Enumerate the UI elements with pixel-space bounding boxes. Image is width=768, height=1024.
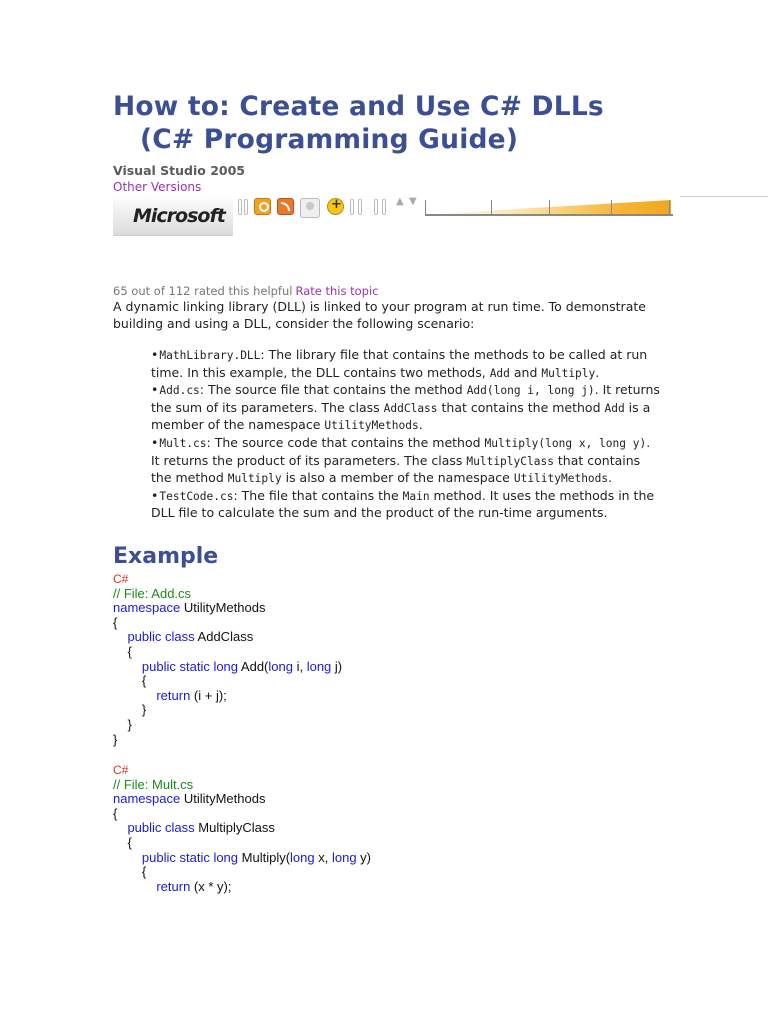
code-line xyxy=(113,689,713,704)
toolbar-separator xyxy=(382,199,386,215)
code-keyword: return xyxy=(156,687,191,703)
toolbar-separator xyxy=(374,199,378,215)
code-line xyxy=(113,616,713,631)
bullet-text: that contains the method xyxy=(151,452,641,486)
title-line-2: (C# Programming Guide) xyxy=(140,124,519,155)
code-text: Multiply( xyxy=(238,849,291,865)
code-text: { xyxy=(113,864,147,880)
code-keyword: public class xyxy=(127,820,195,836)
code-line xyxy=(113,880,713,895)
rating-tick xyxy=(669,200,670,214)
bullet-text: . It returns the sum of its parameters. The class xyxy=(151,382,660,415)
bullet-dot: • xyxy=(151,382,159,398)
code-line xyxy=(113,865,713,880)
list-item xyxy=(151,488,661,522)
code-text: AddClass xyxy=(194,629,254,645)
toolbar-separator xyxy=(244,199,248,215)
other-versions-link[interactable]: Other Versions xyxy=(113,180,202,194)
code-line xyxy=(113,630,713,645)
bullet-text: is also a member of the namespace xyxy=(281,470,514,486)
code-text: (x * y); xyxy=(190,878,232,894)
rating-tick xyxy=(611,200,612,214)
code-term: Main xyxy=(402,489,430,503)
code-text: i, xyxy=(292,658,307,674)
logo-text: Microsoft xyxy=(133,205,225,227)
arrow-down-icon[interactable]: ▼ xyxy=(409,196,417,207)
code-line xyxy=(113,733,713,748)
bullet-text: : The source file that contains the method xyxy=(199,382,467,398)
rating-text: 65 out of 112 rated this helpful xyxy=(113,284,293,298)
page-title xyxy=(113,90,673,156)
divider xyxy=(680,196,768,197)
code-text: { xyxy=(113,673,147,689)
code-text xyxy=(113,629,127,644)
bullet-text: . xyxy=(595,364,600,380)
code-text xyxy=(113,688,156,703)
code-term: Multiply xyxy=(541,366,596,380)
code-line xyxy=(113,587,713,602)
code-keyword: return xyxy=(156,878,191,894)
code-line xyxy=(113,601,713,616)
code-text: { xyxy=(113,643,132,659)
list-item xyxy=(151,435,661,488)
code-language-label: C# xyxy=(113,572,129,586)
code-term: AddClass xyxy=(383,401,438,415)
code-term: Add xyxy=(489,366,510,380)
code-text xyxy=(113,850,142,865)
list-item xyxy=(151,382,661,435)
rss-icon[interactable] xyxy=(277,198,294,215)
code-text: y) xyxy=(356,849,371,865)
code-line xyxy=(113,836,713,851)
bullet-text: . xyxy=(418,417,423,433)
rating-summary xyxy=(113,284,379,298)
bullet-text: : The file that contains the xyxy=(233,487,403,503)
code-line xyxy=(113,645,713,660)
rating-tick xyxy=(549,200,550,214)
file-name: Add.cs xyxy=(159,384,200,398)
toolbar-separator xyxy=(238,199,242,215)
code-comment: // File: Mult.cs xyxy=(113,776,194,792)
code-term: UtilityMethods xyxy=(324,419,419,433)
code-text xyxy=(113,879,156,894)
file-name: Mult.cs xyxy=(159,436,207,450)
product-version: Visual Studio 2005 xyxy=(113,163,245,178)
rating-fill xyxy=(431,200,671,214)
code-text: } xyxy=(113,702,147,718)
code-term: Add xyxy=(604,401,625,415)
bullet-dot: • xyxy=(151,434,159,450)
bullet-dot: • xyxy=(151,347,159,362)
rating-bar[interactable] xyxy=(425,196,673,216)
arrow-up-icon[interactable]: ▲ xyxy=(396,196,404,207)
code-line xyxy=(113,703,713,718)
code-block-mult xyxy=(113,763,713,894)
search-icon[interactable] xyxy=(254,198,271,215)
title-line-1: How to: Create and Use C# DLLs xyxy=(113,91,604,122)
code-text: Add( xyxy=(238,658,269,674)
code-line xyxy=(113,792,713,807)
microsoft-logo[interactable] xyxy=(113,195,233,236)
code-text: { xyxy=(113,805,118,821)
code-comment: // File: Add.cs xyxy=(113,585,192,601)
scenario-list xyxy=(151,347,661,522)
code-text: j) xyxy=(331,658,343,674)
code-line xyxy=(113,674,713,689)
code-text xyxy=(113,820,127,835)
code-term: MultiplyClass xyxy=(466,454,554,468)
code-keyword: long xyxy=(290,849,315,865)
code-line xyxy=(113,821,713,836)
code-text: (i + j); xyxy=(190,687,227,703)
code-text: { xyxy=(113,834,132,850)
code-text: MultiplyClass xyxy=(194,820,275,836)
code-line xyxy=(113,718,713,733)
code-keyword: long xyxy=(306,658,332,674)
rate-topic-link[interactable]: Rate this topic xyxy=(295,284,379,298)
file-name: MathLibrary.DLL xyxy=(159,349,261,362)
bullet-dot: • xyxy=(151,487,159,503)
rating-tick xyxy=(425,200,426,214)
intro-paragraph: A dynamic linking library (DLL) is linked to your program at run time. To demonstrate building and using a DLL, consider the following scenario: xyxy=(113,299,646,331)
code-text: } xyxy=(113,731,118,747)
code-line xyxy=(113,851,713,866)
code-text: UtilityMethods xyxy=(180,791,266,807)
add-favorite-icon[interactable] xyxy=(327,198,344,215)
code-text xyxy=(113,659,142,674)
code-term: Add(long i, long j) xyxy=(466,384,595,398)
code-line xyxy=(113,778,713,793)
code-language-label: C# xyxy=(113,763,129,777)
bullet-text: : The library file that contains the methods to be called at run time. In this example, the DLL contains two methods, xyxy=(151,347,648,380)
code-keyword: public static long xyxy=(141,658,239,674)
rating-tick xyxy=(491,200,492,214)
bullet-text: . xyxy=(608,470,613,486)
code-keyword: public class xyxy=(127,629,195,645)
list-item xyxy=(151,347,661,382)
file-name: TestCode.cs xyxy=(159,489,234,503)
bullet-text: and xyxy=(509,364,542,380)
bullet-text: . It returns the product of its parameters. The class xyxy=(151,434,651,468)
code-term: Multiply xyxy=(227,472,282,486)
bullet-text: is a member of the namespace xyxy=(151,399,651,433)
code-term: UtilityMethods xyxy=(513,472,609,486)
toolbar-separator xyxy=(358,199,362,215)
code-line xyxy=(113,807,713,822)
code-keyword: namespace xyxy=(113,600,181,616)
user-icon[interactable] xyxy=(300,198,320,218)
code-term: Multiply(long x, long y) xyxy=(484,436,647,450)
code-keyword: long xyxy=(268,658,293,674)
code-text: UtilityMethods xyxy=(180,600,266,616)
bullet-text: method. It uses the methods in the DLL file to calculate the sum and the product of the run-time arguments. xyxy=(151,487,655,521)
bullet-text: that contains the method xyxy=(437,399,605,415)
bullet-text: : The source code that contains the method xyxy=(206,434,485,450)
code-block-add xyxy=(113,572,713,747)
code-keyword: public static long xyxy=(141,849,239,865)
code-line xyxy=(113,660,713,675)
code-keyword: long xyxy=(331,849,357,865)
code-text: { xyxy=(113,614,118,630)
code-text: x, xyxy=(314,849,332,865)
code-text: } xyxy=(113,716,132,732)
toolbar-separator xyxy=(350,199,354,215)
code-keyword: namespace xyxy=(113,791,181,807)
example-heading: Example xyxy=(113,544,219,569)
